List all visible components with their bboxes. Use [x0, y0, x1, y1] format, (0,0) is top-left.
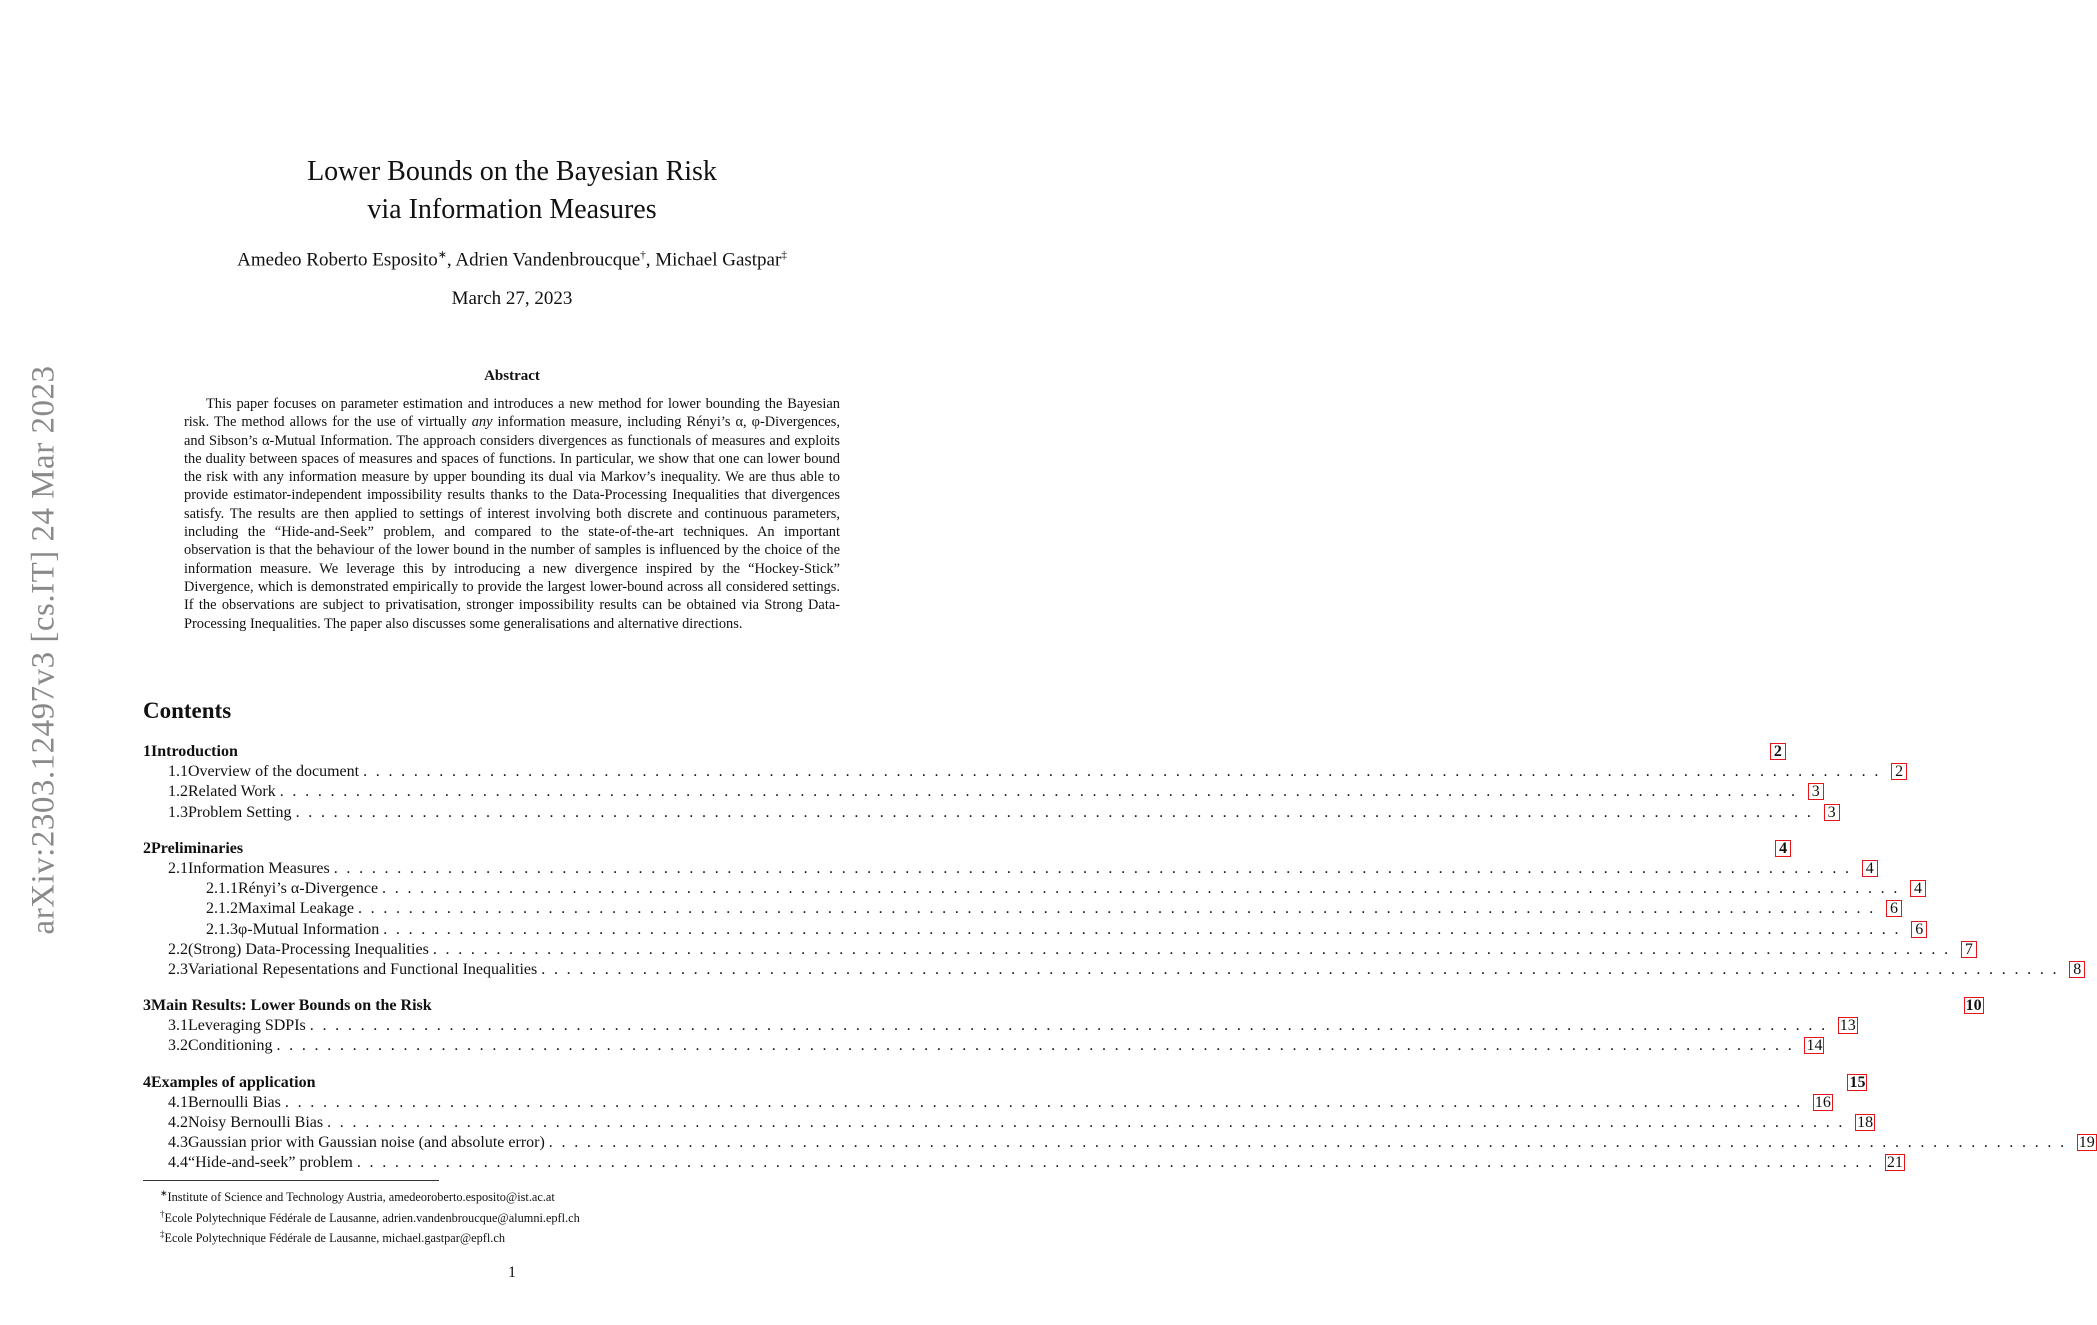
toc-page-link[interactable]: 4 [1775, 840, 1791, 857]
toc-subsection-entry[interactable] [143, 940, 1973, 960]
toc-leader-dots: ........................................................................................................................ [432, 940, 1957, 958]
author-list: Amedeo Roberto Esposito∗, Adrien Vandenbroucque†, Michael Gastpar‡ [237, 249, 787, 271]
footnote-mark: ∗ [160, 1188, 168, 1198]
author-name: Amedeo Roberto Esposito [237, 249, 438, 271]
abstract-text: This paper focuses on parameter estimation and introduces a new method for lower bounding the Bayesian risk. The method allows for the use of virtually [184, 396, 840, 431]
toc-section-entry[interactable] [143, 1073, 1866, 1093]
toc-number: 3.2 [168, 1037, 188, 1055]
toc-number: 4.3 [168, 1134, 188, 1152]
toc-subsection-entry[interactable] [143, 1113, 1874, 1133]
toc-page-link[interactable]: 19 [2078, 1134, 2095, 1152]
arxiv-id: arXiv:2303.12497v3 [cs.IT] 24 Mar 2023 [25, 365, 62, 935]
footnote [160, 1226, 580, 1247]
toc-leader-dots: ........................................................................................................................ [356, 1154, 1881, 1172]
footnote-mark: ‡ [160, 1229, 165, 1240]
toc-label[interactable]: “Hide-and-seek” problem [188, 1154, 353, 1172]
arxiv-sidebar-stamp [16, 360, 72, 940]
toc-label[interactable]: φ-Mutual Information [238, 920, 380, 938]
toc-page-link[interactable]: 4 [1910, 880, 1926, 897]
toc-number: 1.2 [168, 783, 188, 801]
toc-label[interactable]: Rényi’s α-Divergence [238, 880, 379, 898]
page-number: 1 [508, 1264, 516, 1281]
author-mark[interactable]: ‡ [781, 249, 787, 261]
toc-page-link[interactable]: 15 [1849, 1073, 1866, 1091]
toc-page-link[interactable]: 16 [1814, 1093, 1831, 1111]
toc-section-block [143, 996, 1982, 1057]
abstract-body [184, 395, 840, 633]
toc-label[interactable]: Information Measures [188, 859, 330, 877]
author-mark[interactable]: ∗ [437, 249, 447, 261]
paper-date: March 27, 2023 [451, 288, 573, 309]
table-of-contents [143, 742, 2095, 1190]
toc-section-block [143, 839, 2082, 980]
toc-number: 2 [143, 839, 151, 857]
toc-number: 2.1 [168, 859, 188, 877]
author-name: Michael Gastpar [655, 249, 782, 271]
toc-label[interactable]: Leveraging SDPIs [188, 1017, 306, 1035]
toc-number: 4.4 [168, 1154, 188, 1172]
toc-number: 4.1 [168, 1093, 188, 1111]
footnote-text: Institute of Science and Technology Austria, amedeoroberto.esposito@ist.ac.at [167, 1190, 555, 1205]
footnote-mark: † [160, 1208, 165, 1219]
footnotes [160, 1185, 580, 1247]
toc-subsection-entry[interactable] [143, 1153, 1903, 1173]
toc-label[interactable]: Maximal Leakage [238, 900, 354, 918]
author-name: Adrien Vandenbroucque [455, 249, 641, 271]
toc-label[interactable]: Noisy Bernoulli Bias [188, 1114, 324, 1131]
footnote-text: Ecole Polytechnique Fédérale de Lausanne, adrien.vandenbroucque@alumni.epfl.ch [164, 1210, 580, 1225]
toc-label[interactable]: Overview of the document [188, 763, 360, 781]
toc-number: 2.3 [168, 960, 188, 978]
toc-subsection-entry[interactable] [143, 859, 1874, 879]
toc-label[interactable]: Bernoulli Bias [188, 1093, 281, 1111]
toc-leader-dots: ........................................................................................................................ [327, 1114, 1852, 1131]
toc-section-entry[interactable] [143, 742, 1782, 762]
footnote [160, 1185, 580, 1206]
toc-label[interactable]: Main Results: Lower Bounds on the Risk [151, 997, 432, 1015]
toc-leader-dots: ........................................................................................................................ [548, 1134, 2073, 1152]
toc-label[interactable]: Introduction [151, 743, 238, 760]
toc-subsection-entry[interactable] [143, 782, 1820, 802]
toc-number: 2.1.2 [206, 900, 238, 918]
toc-leader-dots: ........................................................................................................................ [541, 960, 2066, 978]
toc-page-link[interactable]: 2 [1891, 763, 1907, 780]
toc-page-link[interactable]: 3 [1824, 804, 1840, 821]
toc-number: 3.1 [168, 1017, 188, 1035]
toc-leader-dots: ........................................................................................................................ [333, 859, 1858, 877]
toc-leader-dots: ........................................................................................................................ [363, 763, 1888, 781]
toc-section-entry[interactable] [143, 839, 1788, 859]
toc-page-link[interactable]: 18 [1857, 1114, 1874, 1131]
title-line-1: Lower Bounds on the Bayesian Risk [307, 156, 717, 187]
toc-page-link[interactable]: 6 [1911, 921, 1927, 938]
toc-number: 3 [143, 997, 151, 1015]
toc-label[interactable]: Related Work [188, 783, 276, 801]
title-line-2: via Information Measures [367, 194, 657, 225]
toc-page-link[interactable]: 3 [1808, 783, 1824, 800]
toc-page-link[interactable]: 2 [1770, 743, 1786, 760]
abstract-emphasis: any [471, 414, 493, 431]
toc-page-link[interactable]: 13 [1839, 1017, 1856, 1035]
toc-page-link[interactable]: 4 [1862, 860, 1878, 877]
toc-number: 1.1 [168, 763, 188, 781]
footnote-text: Ecole Polytechnique Fédérale de Lausanne, michael.gastpar@epfl.ch [164, 1231, 505, 1246]
toc-page-link[interactable]: 6 [1886, 900, 1902, 917]
toc-subsection-entry[interactable] [143, 920, 1924, 940]
toc-label[interactable]: (Strong) Data-Processing Inequalities [188, 940, 429, 958]
toc-subsection-entry[interactable] [143, 879, 1923, 899]
toc-subsection-entry[interactable] [143, 899, 1898, 919]
toc-page-link[interactable]: 14 [1806, 1037, 1823, 1055]
toc-section-block [143, 1073, 2095, 1174]
toc-number: 1 [143, 743, 151, 760]
toc-page-link[interactable]: 21 [1886, 1154, 1903, 1172]
toc-leader-dots: ........................................................................................................................ [357, 900, 1882, 918]
toc-label[interactable]: Gaussian prior with Gaussian noise (and absolute error) [188, 1134, 545, 1152]
toc-number: 2.1.3 [206, 920, 238, 938]
toc-leader-dots: ........................................................................................................................ [309, 1017, 1834, 1035]
toc-label[interactable]: Examples of application [151, 1073, 316, 1091]
footnote-divider [143, 1180, 439, 1181]
toc-page-link[interactable]: 10 [1965, 997, 1982, 1015]
toc-leader-dots: ........................................................................................................................ [383, 920, 1908, 938]
toc-label[interactable]: Conditioning [188, 1037, 273, 1055]
toc-subsection-entry[interactable] [143, 1093, 1831, 1113]
toc-label[interactable]: Problem Setting [188, 803, 292, 821]
toc-leader-dots: ........................................................................................................................ [279, 783, 1804, 801]
toc-subsection-entry[interactable] [143, 803, 1836, 823]
toc-label[interactable]: Preliminaries [151, 839, 244, 857]
toc-number: 4.2 [168, 1114, 188, 1131]
toc-page-link[interactable]: 7 [1961, 941, 1977, 958]
toc-section-entry[interactable] [143, 996, 1982, 1016]
toc-leader-dots: ........................................................................................................................ [295, 803, 1820, 821]
toc-label[interactable]: Variational Repesentations and Functional Inequalities [188, 960, 538, 978]
toc-subsection-entry[interactable] [143, 762, 1904, 782]
toc-leader-dots: ........................................................................................................................ [284, 1093, 1809, 1111]
toc-page-link[interactable]: 8 [2069, 961, 2085, 978]
toc-number: 2.1.1 [206, 880, 238, 898]
footnote [160, 1206, 580, 1227]
toc-subsection-entry[interactable] [143, 1133, 2095, 1153]
toc-leader-dots: ........................................................................................................................ [276, 1037, 1801, 1055]
abstract-heading: Abstract [484, 368, 540, 384]
toc-number: 1.3 [168, 803, 188, 821]
toc-number: 4 [143, 1073, 151, 1091]
toc-section-block [143, 742, 1904, 823]
toc-subsection-entry[interactable] [143, 960, 2082, 980]
contents-heading: Contents [143, 698, 232, 723]
toc-leader-dots: ........................................................................................................................ [382, 880, 1907, 898]
abstract-text: information measure, including Rényi’s α, φ-Divergences, and Sibson’s α-Mutual Information. The approach considers divergences as functionals of measures and exploits the duality between spaces of measures and spaces of functions. In particular, we show that one can lower bound the risk with any information measure by upper bounding its dual via Markov’s inequality. We are thus able to provide estimator-independent impossibility results thanks to the Data-Processing Inequalities that divergences satisfy. The results are then applied to settings of interest involving both discrete and continuous parameters, including the “Hide-and-Seek” problem, and compared to the state-of-the-art techniques. An important observation is that the behaviour of the lower bound in the number of samples is influenced by the choice of the information measure. We leverage this by introducing a new divergence inspired by the “Hockey-Stick” Divergence, which is demonstrated empirically to provide the largest lower-bound across all considered settings. If the observations are subject to privatisation, stronger impossibility results can be obtained via Strong Data-Processing Inequalities. The paper also discusses some generalisations and alternative directions. [184, 414, 841, 632]
toc-subsection-entry[interactable] [143, 1036, 1823, 1056]
toc-number: 2.2 [168, 940, 188, 958]
author-mark[interactable]: † [640, 249, 646, 261]
paper-title [0, 153, 1024, 229]
toc-subsection-entry[interactable] [143, 1016, 1856, 1036]
